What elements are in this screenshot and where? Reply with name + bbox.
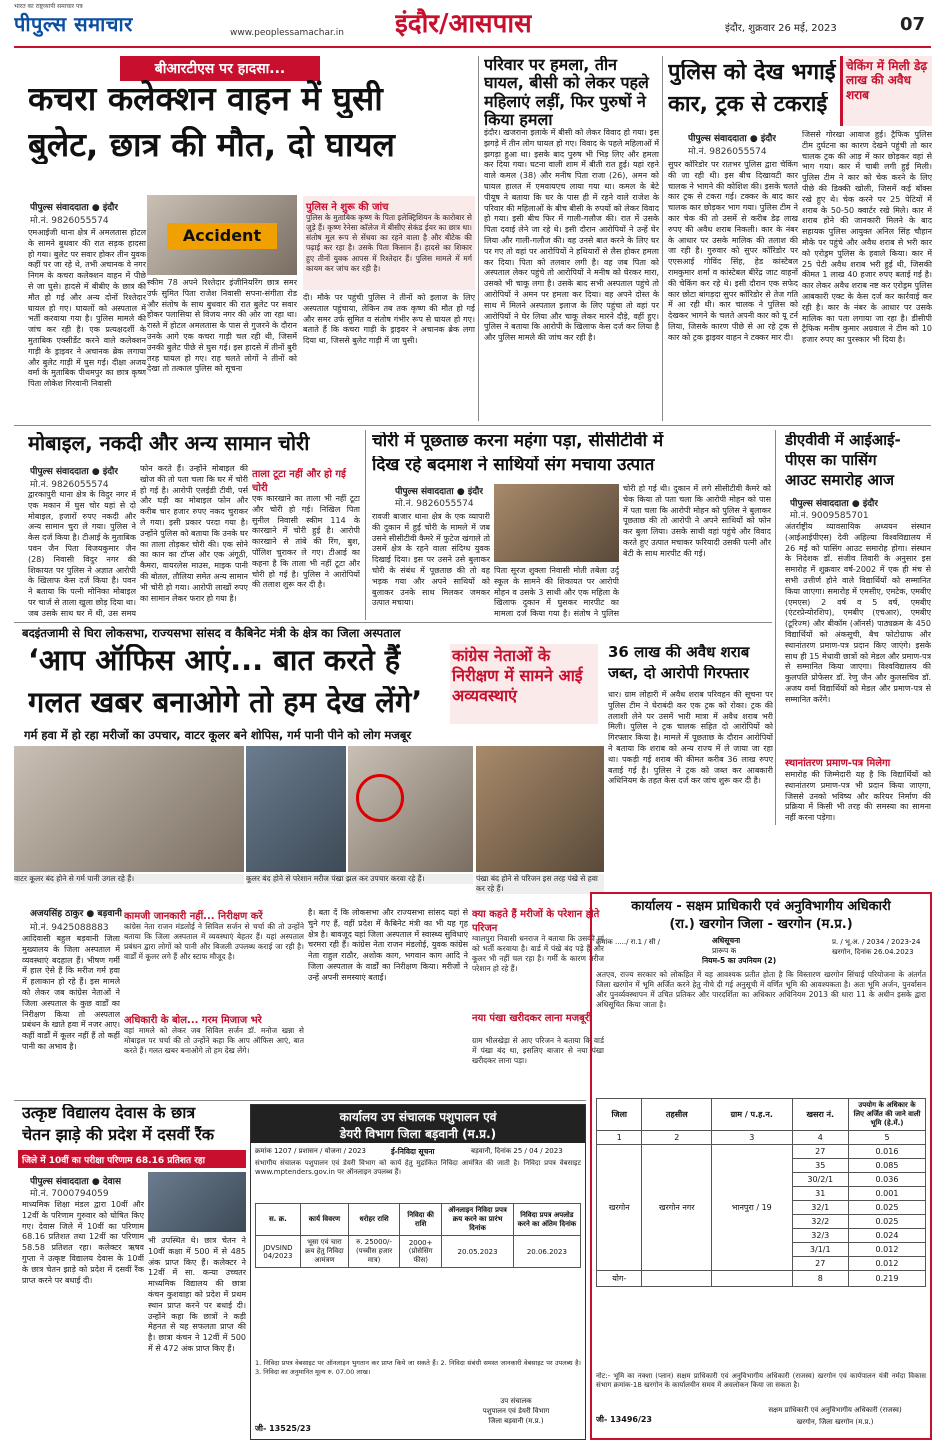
story7-col4-body-2: ग्राम भीलखेड़ा से आए परिजन ने बताया कि वार्ड में पंखा बंद था, इसलिए बाजार से नया पंखा खरीदकर लाना पड़ा। — [472, 1036, 604, 1066]
story9-mobile: मो.नं. 7000794059 — [30, 1189, 109, 1199]
story9-col2: भी उपस्थित थे। छात्र चेतन ने 10वीं कक्षा में 500 में से 485 अंक प्राप्त किए हैं। कलेक्टर ने 12वीं में सा. कन्या उच्चतर माध्यमिक विद्यालय की छात्रा कंचन कुशवाहा को प्रदेश में प्रथम स्थान प्राप्त करने पर बधाई दी। उन्होंने कहा कि छात्रों ने कड़ी मेहनत से यह सफलता प्राप्त की है। छात्रा कंचन ने 12वीं में 500 में से 472 अंक प्राप्त किए हैं। — [148, 1236, 246, 1353]
brand-tagline: भारत का राष्ट्रव्यापी समाचार पत्र — [14, 3, 83, 10]
ad1-intro: संभागीय संचालक पशुपालन एवं डेयरी विभाग को कार्य हेतु मुद्रांकित निविदा आमंत्रित की जाती है। निविदा प्रपत्र वेबसाइट www.mptenders.gov.in पर ऑनलाइन उपलब्ध हैं। — [255, 1159, 581, 1177]
story7-strap: गर्म हवा में हो रहा मरीजों का उपचार, वाटर कूलर बने शोपिस, गर्म पानी पीने को लोग मजबूर — [24, 728, 412, 742]
story7-col4-head-2: नया पंखा खरीदकर लाना मजबूरी — [472, 1013, 592, 1024]
rule — [775, 430, 776, 825]
story7-headline-2: गलत खबर बनाओगे तो हम देख लेंगे’ — [28, 686, 423, 719]
ad2-th: तहसील — [642, 1099, 712, 1131]
ad2-num: 1 — [597, 1131, 642, 1145]
ad1-ref: क्रमांक 1207 / प्रशासन / योजना / 2023 — [255, 1147, 366, 1155]
ad1-code: जी- 13525/23 — [255, 1424, 312, 1433]
story8-headline-2: जब्त, दो आरोपी गिरफ्तार — [608, 665, 749, 682]
ad1-title-2: डेयरी विभाग जिला बड़वानी (म.प्र.) — [339, 1127, 497, 1141]
story3-byline: पीपुल्स संवाददाता ● इंदौर — [688, 134, 777, 144]
area: 0.012 — [849, 1243, 926, 1257]
ad1-cell: 20.05.2023 — [442, 1236, 513, 1268]
khasra: 27 — [792, 1145, 849, 1159]
story6-byline: पीपुल्स संवाददाता ● इंदौर — [790, 499, 879, 509]
story7-col4-head: क्या कहते हैं मरीजों के परेशान होते परिजन — [472, 909, 600, 934]
khasra: 31 — [792, 1187, 849, 1201]
ad1-notes: 1. निविदा प्रपत्र वेबसाइट पर ऑनलाइन भुगतान कर प्राप्त किये जा सकते हैं। 2. निविदा संबंधी समस्त जानकारी वेबसाइट पर उपलब्ध है। 3. निविदा का अनुमानित मूल्य रु. 07.00 लाख। — [255, 1359, 581, 1376]
rule — [14, 622, 772, 623]
story1-mobile: मो.नं. 9826055574 — [30, 216, 109, 226]
ad2-ref-right: प्र. / भू.अ. / 2034 / 2023-24 — [832, 938, 921, 946]
khasra: 3/1/1 — [792, 1243, 849, 1257]
khasra: 27 — [792, 1257, 849, 1271]
website: www.peoplessamachar.in — [230, 28, 344, 38]
story1-col1: एमआईजी थाना क्षेत्र में अमलतास होटल के सामने बुधवार की रात सड़क हादसा हो गया। बुलेट पर सवार होकर तीन युवक कहीं पर जा रहे थे, तभी अचानक वे नगर निगम के कचरा कलेक्शन वाहन में पीछे से जा घुसे। हादसे में बीबीए के छात्र की मौत हो गई और अन्य दोनों रिश्तेदार घायल हो गए। घायलों को अस्पताल में भर्ती करवाया गया है। पुलिस मामले की जांच कर रही है। एक प्रत्यक्षदर्शी के मुताबिक एक्सीडेंट करने वाले कलेक्शन गाड़ी के ड्राइवर ने अचानक ब्रेक लगाया और बुलेट गाड़ी में घुस गई। दीक्षा अजय वर्मा के मुताबिक पीथमपुर का छात्र कृष्ण पिता लोकेश गिरवानी निवासी — [28, 228, 146, 389]
ad2-sign-2: खरगोन, जिला खरगोन (म.प्र.) — [796, 1418, 874, 1426]
story3-side-headline: चेकिंग में मिली डेढ़ लाख की अवैध शराब — [840, 56, 932, 126]
story9-banner: जिले में 10वीं का परीक्षा परिणाम 68.16 प्रतिशत रहा — [18, 1150, 246, 1168]
story7-caption-1: वाटर कूलर बंद होने से गर्म पानी उगल रहे हैं। — [14, 874, 244, 884]
ad1-sign-2: पशुपालन एवं डेयरी विभाग — [482, 1407, 550, 1415]
story7-mid-body: कांग्रेस नेता राजन मंडलोई ने सिविल सर्जन से चर्चा की तो उन्होंने बताया कि जिला अस्पताल में व्यवस्थाएं बेहतर हैं। यहां अस्पताल प्रबंधन द्वारा लोगों को पानी और बिजली उपलब्ध कराई जा रही है। वार्डों में कूलर लगे हैं और स्टाफ मौजूद है। — [124, 922, 304, 962]
ad2-header-row — [597, 1099, 926, 1131]
story7-mobile: मो.नं. 9425088883 — [30, 923, 109, 933]
area: 0.001 — [849, 1187, 926, 1201]
story7-col3: है। बता दें कि लोकसभा और राज्यसभा सांसद यहां से चुने गए हैं, वहीं प्रदेश में कैबिनेट मंत्री का भी यह गृह क्षेत्र है। बावजूद यहां जिला अस्पताल में स्वास्थ्य सुविधाएं चरमरा रही हैं। कांग्रेस नेता राजन मंडलोई, युवक कांग्रेस नेता राहुल राठौर, अशोक काग, भगवान काग आदि ने जिला अस्पताल के वार्डों का निरीक्षण किया। मरीजों ने उन्हें अपनी समस्याएं बताईं। — [308, 908, 468, 982]
ad1-cell: भूसा एवं चारा क्रय हेतु निविदा आमंत्रण — [300, 1236, 348, 1268]
highlight-circle — [356, 774, 404, 822]
ad2-table — [596, 1098, 926, 1287]
ad2-num: 5 — [849, 1131, 926, 1145]
khasra: 32/3 — [792, 1229, 849, 1243]
rule — [662, 56, 663, 421]
table-row — [597, 1145, 926, 1159]
area: 0.012 — [849, 1257, 926, 1271]
ad2-num: 2 — [642, 1131, 712, 1145]
story5-col1: रावजी बाजार थाना क्षेत्र के एक व्यापारी की दुकान में हुई चोरी के मामले में जब उसने सीसीटीवी कैमरे में फुटेज खंगाले तो उसमें क्षेत्र के रहने वाला संदिग्ध युवक दिखाई दिया। इस पर उसने उसे बुलाकर चोरी के संबंध में पूछताछ की तो वह भड़क गया और अपने साथियों को बुलाकर उनके साथ मिलकर जमकर उत्पात मचाया। — [372, 512, 490, 608]
story5-cctv-photo — [494, 484, 619, 562]
story7-byline: अजयसिंह ठाकुर ● बड़वानी — [30, 909, 122, 919]
area: 0.036 — [849, 1173, 926, 1187]
story4-col2: फोन करते हैं। उन्होंने मोबाइल की खोज की तो पता चला कि घर में चोरी हो गई है। आरोपी एलईडी टीवी, पर्स और घड़ी का मोबाइल फोन और करीब चार हजार रुपए नकद चुराकर ले गया। इसी प्रकार परदा गया है। उन्होंने पुलिस को बताया कि उनके घर का ताला तोड़कर चोरी की। एक सोने का कान का टॉप्स और एक अंगूठी, कैमरा, वायरलेस माउस, माइक पानी की बोतल, तौलिया समेत अन्य सामान भी चोरी हो गया। आरोपी लाखों रुपए का सामान लेकर फरार हो गया है। — [140, 464, 248, 603]
dateline: इंदौर, शुक्रवार 26 मई, 2023 — [725, 23, 837, 34]
ad1-cell: JDVSIND 04/2023 — [256, 1236, 301, 1268]
story7-photo-1 — [14, 746, 244, 872]
ad2-total-label: योग- — [597, 1271, 642, 1287]
story8-headline-1: 36 लाख की अवैध शराब — [608, 644, 750, 661]
table-total-row — [597, 1271, 926, 1287]
ad1-th: निविदा प्रपत्र अपलोड करने का अंतिम दिनांक — [513, 1204, 580, 1236]
masthead-rule — [14, 46, 931, 48]
story7-photo-4 — [476, 746, 604, 872]
story4-subhead: ताला टूटा नहीं और हो गई चोरी — [252, 469, 346, 494]
story2-headline: परिवार पर हमला, तीन घायल, बीसी को लेकर पहले महिलाएं लड़ीं, फिर पुरुषों ने किया हमला — [484, 56, 649, 130]
story3-col2: जिससे गोरखा आवाज हुई। ट्रैफिक पुलिस टीम दुर्घटना का कारण देखने पहुंची तो कार चालक ट्रक की आड़ में कार छोड़कर वहां से भाग गया। कार में चाबी लगी हुई मिली। पुलिस टीम ने कार को चेक करने के लिए पीछे की डिक्की खोली, जिसमें कई बॉक्स रखे हुए थे। चेक करने पर 25 पेटियों में शराब के 50-50 क्वार्टर रखे मिले। कार में शराब होने की जानकारी मिलने के बाद सहायक पुलिस आयुक्त अनिल सिंह चौहान मौके पर पहुंचे और अवैध शराब से भरी कार को एरोड्रम पुलिस के हवाले किया। कार में 25 पेटी अवैध शराब भरी हुई थी, जिसकी कीमत 1 लाख 40 हजार रुपए बताई गई है। कार लेकर अवैध शराब नष्ट कर एरोड्रम पुलिस आबकारी एक्ट के केस दर्ज कर कार्रवाई कर रही है। कार के नंबर के आधार पर उसके मालिक का पता लगाया जा रहा है। डीसीपी ट्रैफिक मनीष कुमार अग्रवाल ने टीम को 10 हजार रुपए का पुरस्कार भी दिया है। — [802, 130, 932, 345]
rule — [478, 56, 479, 421]
story5-col3: चोरी हो गई थी। दुकान में लगे सीसीटीवी कैमरे को चेक किया तो पता चला कि आरोपी मोहन को पास में पता चला कि आरोपी मोहन को पुलिस ने बुलाकर पूछताछ की तो आरोपी ने अपने साथियों को फोन कर बुला लिया। उसके साथी वहां पहुंचे और विवाद करते हुए उत्पात मचाकर फरियादी उसकी पत्नी और बेटी के साथ मारपीट की गई। — [623, 484, 771, 558]
story1-col2: स्कीम 78 अपने रिश्तेदार इंजीनियरिंग छात्र समर उर्फ सुमित पिता राजेश निवासी सपना-संगीता रोड और संतोष के साथ बुधवार की रात बुलेट पर सवार होकर पलासिया से विजय नगर की ओर जा रहा था। रास्ते में होटल अमलतास के पास से गुजरने के दौरान उनके आगे एक कचरा गाड़ी चल रही थी, जिसमें उनकी बुलेट पीछे से घुस गई। इस हादसे में तीनों बुरी तरह घायल हो गए। राह चलते लोगों ने तीनों को देखा तो तत्काल पुलिस को सूचना — [147, 278, 297, 374]
area: 0.024 — [849, 1229, 926, 1243]
ad2-district: खरगोन — [597, 1145, 642, 1271]
story3-col1: सुपर कॉरिडोर पर रातभर पुलिस द्वारा चेकिंग की जा रही थी। इस बीच दिखावटी कार चालक ने भागने की कोशिश की। इसके चलते कार ट्रक से टकरा गई। टक्कर के बाद कार चालक कार छोड़कर भाग गया। पुलिस टीम ने कार चेक की तो उसमें से करीब डेढ़ लाख रुपए की अवैध शराब निकली। कार के नंबर के आधार पर उसके मालिक की तलाश की जा रही है। गुरुवार को सुपर कॉरिडोर पर एएसआई गोविंद सिंह, हेड कांस्टेबल रामकुमार शर्मा व कांस्टेबल बीरेंद्र जाट वाहनों की चेकिंग कर रहे थे। इसी दौरान एक सफेद कार छोटा बांगड़दा सुपर कॉरिडोर से तेज गति में आ रही थी। कार चालक ने पुलिस को देखकर भागने के चलते अपनी कार को यू टर्न लिया, जिसके कारण पीछे से आ रहे ट्रक से कार को ट्रक ड्राइवर वाहन ने टक्कर मार दी। — [668, 160, 798, 342]
story3-headline-2: कार, ट्रक से टकराई — [668, 92, 828, 117]
story1-side-text: पुलिस के मुताबिक कृष्ण के पिता इलेक्ट्रिशियन के कारोबार से जुड़े हैं। कृष्ण रेनेसा कॉलेज में बीसीए सेकंड ईयर का छात्र था। संतोष मूल रूप से सेंधवा का रहने वाला है और बीटेक की पढ़ाई कर रहा है। उसके पिता किसान हैं। हादसे का शिकार हुए तीनों युवक आपस में रिश्तेदार हैं। पुलिस मामले में मर्ग कायम कर जांच कर रही है। — [306, 213, 472, 273]
story1-side-head: पुलिस ने शुरू की जांच — [306, 202, 389, 213]
story1-byline: पीपुल्स संवाददाता ● इंदौर — [30, 203, 119, 213]
story9-col1: माध्यमिक शिक्षा मंडल द्वारा 10वीं और 12वीं के परिणाम गुरुवार को घोषित किए गए। देवास जिले में 10वीं का परिणाम 68.16 प्रतिशत तथा 12वीं का परिणाम 58.58 प्रतिशत रहा। कलेक्टर ऋषव गुप्ता ने उत्कृष्ट विद्यालय देवास के 10वीं के छात्र चेतन झाड़े को प्रदेश में दसवीं रैंक प्राप्त करने पर बधाई दी। — [22, 1200, 144, 1285]
ad2-code: जी- 13496/23 — [596, 1415, 653, 1424]
story1-sidebox — [303, 196, 475, 290]
ad2-num: 4 — [792, 1131, 849, 1145]
khasra: 35 — [792, 1159, 849, 1173]
story5-byline: पीपुल्स संवाददाता ● इंदौर — [395, 487, 484, 497]
ad1-th: निविदा की राशि — [399, 1204, 441, 1236]
story9-headline-2: चेतन झाड़े की प्रदेश में दसवीं रैंक — [22, 1126, 215, 1144]
area: 0.016 — [849, 1145, 926, 1159]
story4-mobile: मो.नं. 9826055574 — [30, 480, 109, 490]
section-city: इंदौर — [395, 9, 439, 39]
story1-headline-1: कचरा कलेक्शन वाहन में घुसी — [28, 80, 383, 118]
story7-kicker: बदइंतजामी से घिरा लोकसभा, राज्यसभा सांसद व कैबिनेट मंत्री के क्षेत्र का जिला अस्पताल — [22, 626, 401, 640]
story6-subhead: स्थानांतरण प्रमाण-पत्र मिलेगा — [785, 758, 891, 769]
ad2-ref-left: क्रमांक ...../ रा.1 / सी / — [596, 938, 660, 946]
section-sub: आसपास — [448, 9, 532, 39]
rule — [14, 425, 931, 426]
ad2-date: खरगोन, दिनांक 26.04.2023 — [832, 948, 914, 956]
story6-body: अंतर्राष्ट्रीय व्यावसायिक अध्ययन संस्थान (आईआईपीएस) देवी अहिल्या विश्वविद्यालय में 26 मई को पासिंग आउट समारोह होगा। संस्थान के निदेशक डॉ. संजीव तिवारी के अनुसार इस समारोह में शुक्रवार वर्ष-2002 में एक ही मंच से सभी उत्तीर्ण होने वाले विद्यार्थियों को सम्मानित किया जाएगा। समारोह में एमसीए, एमटेक, एमबीए (एमएस) 2 वर्ष व 5 वर्ष, एमबीए (एंटरप्रेन्योरशिप), एमबीए (एचआर), एमबीए (टूरिज्म) और बीकॉम (ऑनर्स) पाठ्यक्रम के 450 विद्यार्थियों को अंकसूची, बैच फोटोग्राफ और स्थानांतरण प्रमाण-पत्र प्रदान किए जाएंगे। इसके साथ ही 15 मेधावी छात्रों को मेडल और प्रमाण-पत्र से सम्मानित किया जाएगा। विश्वविद्यालय की कुलपति प्रोफेसर डॉ. रेणु जैन और कुलसचिव डॉ. अजय वर्मा विद्यार्थियों को मेडल और प्रमाण-पत्र से सम्मानित करेंगे। — [785, 522, 931, 704]
story7-mid-head-2: अधिकारी के बोल... गरम मिजाज भरे — [124, 1015, 262, 1026]
story5-col2: पिता सूरज शुक्ला निवासी मोती तबेला उर्दू स्कूल के सामने की शिकायत पर आरोपी मोहन व उसके 3 साथी और एक महिला के खिलाफ दुकान में घुसकर मारपीट का मामला दर्ज किया गया है। संतोष ने पुलिस — [494, 566, 619, 618]
story8-body: धार। ग्राम लोहारी में अवैध शराब परिवहन की सूचना पर पुलिस टीम ने घेराबंदी कर एक ट्रक को रोका। ट्रक की तलाशी लेने पर उसमें भारी मात्रा में अवैध शराब भरी मिली। पुलिस ने ट्रक चालक सहित दो आरोपियों को गिरफ्तार किया है। मामले में पूछताछ के दौरान आरोपियों ने बताया कि शराब को अन्य राज्य में ले जाया जा रहा था। पकड़ी गई शराब की कीमत करीब 36 लाख रुपए बताई गई है। पुलिस ने ट्रक को जब्त कर आबकारी अधिनियम के तहत केस दर्ज कर जांच शुरू कर दी है। — [608, 690, 773, 786]
story4-col3: एक कारखाने का ताला भी नहीं टूटा और चोरी हो गई। निखिल पिता सुनील निवासी स्कीम 114 के कारखाने में चोरी हुई है। आरोपी कारखाने से तांबे की रिंग, बुश, पॉलिश चुराकर ले गए। टीआई का कहना है कि ताला भी नहीं टूटा और चोरी हो गई है। पुलिस ने आरोपियों की तलाश शुरू कर दी है। — [252, 494, 360, 590]
ad1-notice: ई-निविदा सूचना — [391, 1147, 435, 1156]
story1-headline-2: बुलेट, छात्र की मौत, दो घायल — [28, 126, 395, 164]
story6-headline-1: डीएवीवी में आईआई- — [785, 432, 901, 449]
ad1-th: स. क्र. — [256, 1204, 301, 1236]
rule — [14, 1100, 586, 1101]
ad2-num: 3 — [712, 1131, 792, 1145]
story5-headline-2: दिख रहे बदमाश ने साथियों संग मचाया उत्पात — [372, 456, 655, 475]
page-number: 07 — [900, 14, 926, 35]
ad2-title-2: (रा.) खरगोन जिला - खरगोन (म.प्र.) — [669, 917, 853, 932]
ad2-notice-2: प्रारूप क — [712, 946, 737, 955]
story7-caption-4: पंखा बंद होने से परिजन इस तरह पंखे से हवा कर रहे हैं। — [476, 874, 604, 894]
ad2-total: 0.219 — [849, 1271, 926, 1287]
story6-mobile: मो.नं. 9009585701 — [790, 511, 869, 521]
story6-headline-3: आउट समारोह आज — [785, 472, 894, 489]
story1-kicker: बीआरटीएस पर हादसा... — [120, 56, 320, 81]
ad1-table — [255, 1203, 581, 1268]
ad2-sign-1: सक्षम प्राधिकारी एवं अनुविभागीय अधिकारी (राजस्व) — [768, 1406, 902, 1414]
ad1-cell: रु. 25000/- (पच्चीस हजार मात्र) — [349, 1236, 400, 1268]
ad1-cell: 2000+ (प्रोसेसिंग फीस) — [399, 1236, 441, 1268]
story3-mobile: मो.नं. 9826055574 — [688, 147, 767, 157]
story4-col1: द्वारकापुरी थाना क्षेत्र के विदुर नगर में एक मकान में घुस चोर यहां से दो मोबाइल, हजारों रुपए नकदी और अन्य सामान चुरा ले गया। पुलिस ने केस दर्ज किया है। टीआई के मुताबिक पवन जैन पिता विजयकुमार जैन (28) निवासी विदुर नगर की शिकायत पर पुलिस ने अज्ञात आरोपी के खिलाफ केस दर्ज किया है। पवन ने बताया कि पत्नी मोनिका मोबाइल पर चार्ज से ताला खुला छोड़ दिया था। जब उसके साथ घर में थी, उस समय — [28, 490, 136, 618]
ad2-th: खसरा नं. — [792, 1099, 849, 1131]
ad1-th: धरोहर राशि — [349, 1204, 400, 1236]
ad1-cell: 20.06.2023 — [513, 1236, 580, 1268]
ad2-notice-3: नियम-5 का उपनियम (2) — [702, 956, 777, 965]
story7-caption-2: कूलर बंद होने से परेशान मरीज पंखा झल कर उपचार करवा रहे हैं। — [246, 874, 473, 884]
accident-sign: Accident — [167, 223, 277, 249]
brand-name: पीपुल्स समाचार — [14, 12, 133, 36]
ad2-th: जिला — [597, 1099, 642, 1131]
story4-headline: मोबाइल, नकदी और अन्य सामान चोरी — [28, 432, 310, 455]
ad2-body: अतएव, राज्य सरकार को लोकहित में यह आवश्यक प्रतीत होता है कि विस्तारण खरगोन सिंचाई परियोजना के अंतर्गत जिला खरगोन में भूमि अर्जित करने हेतु नीचे दी गई अनुसूची में वर्णित भूमि की आवश्यकता है। अतः भूमि अर्जन, पुनर्वासन और पुनर्व्यवस्थापन में उचित प्रतिकर और पारदर्शिता का अधिकार अधिनियम 2013 की धारा 11 के अधीन इसके द्वारा अधिसूचित किया जाता है। — [596, 970, 926, 1010]
ad-khargone — [590, 892, 932, 1440]
story7-col4: ग्वालपुरा निवासी धनराज ने बताया कि उसकी मां को भर्ती करवाया है। वार्ड में पंखे बंद पड़े हैं और कूलर भी नहीं चल रहा है। गर्मी के कारण मरीज परेशान हो रहे हैं। — [472, 934, 604, 974]
story6-headline-2: पीएस का पासिंग — [785, 452, 877, 469]
ad2-th: उपयोग के अधिकार के लिए अर्जित की जाने वाली भूमि (हे.में.) — [849, 1099, 926, 1131]
story9-photo — [148, 1172, 246, 1232]
ad2-title-1: कार्यालय - सक्षम प्राधिकारी एवं अनुविभागीय अधिकारी — [631, 899, 891, 914]
story7-photo-3 — [348, 746, 473, 872]
ad2-th: ग्राम / प.ह.न. — [712, 1099, 792, 1131]
ad2-footnote: नोट:- भूमि का नक्शा (प्लान) सक्षम प्राधिकारी एवं अनुविभागीय अधिकारी (राजस्व) खरगोन एवं कार्यपालन यंत्री नर्मदा विकास संभाग क्रमांक-18 खरगोन के कार्यालयीन समय में अवलोकन किया जा सकता है। — [596, 1372, 926, 1390]
story6-subbody: समारोह की जिम्मेदारी यह है कि विद्यार्थियों को स्थानांतरण प्रमाण-पत्र भी प्रदान किया जाएगा, जिससे उनको भविष्य और करियर निर्माण की प्रक्रिया में किसी भी तरह की समस्या का सामना नहीं करना पड़ेगा। — [785, 770, 931, 823]
rule — [365, 430, 366, 620]
area: 0.085 — [849, 1159, 926, 1173]
story7-mid-head: कामजी जानकारी नहीं... निरीक्षण करें — [124, 911, 263, 922]
area: 0.025 — [849, 1201, 926, 1215]
ad2-notice: अधिसूचना — [712, 936, 741, 945]
ad2-num-row — [597, 1131, 926, 1145]
khasra: 30/2/1 — [792, 1173, 849, 1187]
story7-side-head: कांग्रेस नेताओं के निरीक्षण में सामने आई अव्यवस्थाएं — [450, 644, 598, 724]
story2-body: इंदौर। खजराना इलाके में बीसी को लेकर विवाद हो गया। इस झगड़े में तीन लोग घायल हो गए। विवाद के पहले महिलाओं में झगड़ा हुआ था। इसके बाद पुरुष भी भिड़ लिए और हमला कर दिया गया। घटना वाली शाम में बीती रात हुई। यहां रहने वाले कमल (38) और मनीष पिता राजा (26), अमन को घायल हालत में एमवायएच लाया गया था। कमल के बेटे पीयूष ने बताया कि घर के पास ही में रहने वाले राजेश के परिवार की महिलाओं के बीच बीसी के रुपयों को लेकर विवाद हो गया। इसी बीच फिर में गाली-गलौज की। रात में उसके पिता दवाई लेने जा रहे थे। इसी दौरान आरोपियों ने उन्हें घेर लिया और गाली-गलौज की। वह उनसे बात करने के लिए घर पर गए तो वहां पर आरोपियों ने हथियारों से लैस होकर हमला कर दिया। पिता को तलवार लगी है। वह जब पिता को अस्पताल लेकर पहुंचे तो आरोपियों ने मनीष को घेरकर मारा, उसको भी चाकू लगा है। उसके बाद सभी अस्पताल पहुंचे तो आरोपियों ने अमन पर हमला कर दिया। वह अपने दोस्त के साथ में मिलने अस्पताल इलाज के लिए पहुंचा तो वहां पर आरोपियों ने घेर लिया और चाकू लेकर मारने दौड़े, वहीं हुए। पुलिस ने बताया कि आरोपी के खिलाफ केस दर्ज कर लिया है और पुलिस मामले की जांच कर रही है। — [484, 128, 659, 343]
story4-byline: पीपुल्स संवाददाता ● इंदौर — [30, 467, 119, 477]
story7-photo-2 — [246, 746, 346, 872]
ad2-tehsil: खरगोन नगर — [642, 1145, 712, 1271]
ad1-sign-3: जिला बड़वानी (म.प्र.) — [488, 1417, 544, 1425]
table-row — [256, 1236, 581, 1268]
ad1-sign-1: उप संचालक — [500, 1397, 532, 1405]
khasra: 32/1 — [792, 1201, 849, 1215]
ad1-th: कार्य विवरण — [300, 1204, 348, 1236]
area: 0.025 — [849, 1215, 926, 1229]
khasra: 32/2 — [792, 1215, 849, 1229]
ad2-village: भानपुरा / 19 — [712, 1145, 792, 1271]
story7-col1: आदिवासी बहुल बड़वानी जिला मुख्यालय के जिला अस्पताल में व्यवस्थाएं बदहाल हैं। भीषण गर्मी में हाल ऐसे हैं कि मरीज गर्म हवा में हलाकान हो रहे हैं। इस मामले को लेकर जब कांग्रेस नेताओं ने जिला अस्पताल के कुछ वार्डों का निरीक्षण किया तो अस्पताल प्रबंधन के खाते हवा में नजर आए। कहीं वार्डों में कूलर नहीं हैं तो कहीं पानी का अभाव है। — [22, 934, 120, 1051]
ad1-title-bar — [251, 1105, 585, 1143]
story9-headline-1: उत्कृष्ट विद्यालय देवास के छात्र — [22, 1104, 196, 1122]
story3-headline-1: पुलिस को देख भगाई — [668, 60, 836, 85]
story1-col3: दी। मौके पर पहुंची पुलिस ने तीनों को इलाज के लिए अस्पताल पहुंचाया, लेकिन तब तक कृष्ण की मौत हो गई और समर उर्फ सुमित व संतोष गंभीर रूप से घायल हो गए। बताते हैं कि कचरा गाड़ी के ड्राइवर ने अचानक ब्रेक लगा दिया था, जिससे बुलेट गाड़ी में जा घुसी। — [303, 293, 475, 346]
story5-mobile: मो.नं. 9826055574 — [395, 499, 474, 509]
ad2-rows-total: 8 — [792, 1271, 849, 1287]
ad1-title-1: कार्यालय उप संचालक पशुपालन एवं — [339, 1110, 497, 1124]
story5-headline-1: चोरी में पूछताछ करना महंगा पड़ा, सीसीटीवी में — [372, 432, 664, 451]
story9-byline: पीपुल्स संवाददाता ● देवास — [30, 1177, 122, 1187]
ad1-date: बड़वानी, दिनांक 25 / 04 / 2023 — [471, 1147, 563, 1155]
ad1-header-row — [256, 1204, 581, 1236]
section-title: इंदौर/आसपास — [395, 9, 532, 39]
ad-barwani — [250, 1104, 586, 1440]
story7-headline-1: ‘आप ऑफिस आएं... बात करते हैं — [28, 644, 401, 677]
story1-photo — [147, 195, 297, 275]
ad1-th: ऑनलाइन निविदा प्रपत्र क्रय करने का प्रारंभ दिनांक — [442, 1204, 513, 1236]
story7-mid-body-2: वहां मामले को लेकर जब सिविल सर्जन डॉ. मनोज खन्ना से मोबाइल पर चर्चा की तो उन्होंने कहा कि आप ऑफिस आएं, बात करते हैं। गलत खबर बनाओगे तो हम देख लेंगे। — [124, 1026, 304, 1056]
